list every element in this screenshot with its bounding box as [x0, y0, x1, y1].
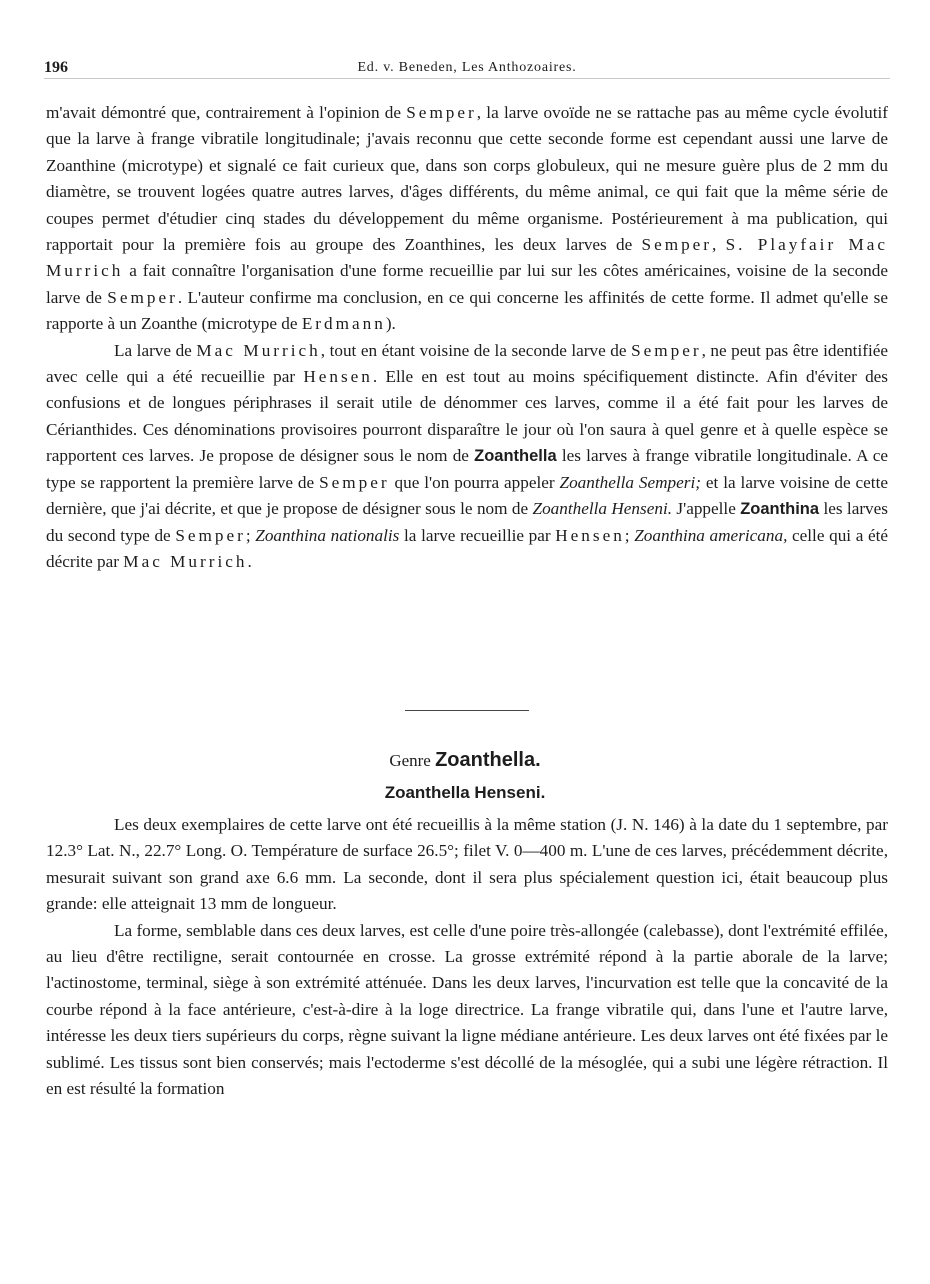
author-name: Hensen — [555, 525, 625, 545]
intro-section — [46, 100, 888, 575]
author-name: Semper — [107, 287, 178, 307]
species-heading: Zoanthella Henseni. — [384, 783, 546, 802]
genus-name: Zoanthina — [740, 500, 820, 519]
genus-name: Zoanthella — [474, 447, 557, 466]
author-name: Semper — [175, 525, 246, 545]
author-name: Semper — [641, 235, 713, 255]
section-divider — [405, 710, 529, 711]
intro-paragraph-1: m'avait démontré que, contrairement à l'opinion de Semper, la larve ovoïde ne se rattache pas au même cycle évolutif que la larve à frange vibratile longitudinale; j'avais reconnu que cette seconde forme est cependant aussi une larve de Zoanthine (microtype) et signalé ce fait curieux que, dans son corps globuleux, qui ne mesure guère plus de 2 mm du diamètre, se trouvent logées quatre autres larves, d'âges différents, du même animal, ce qui fait que la même série de coupes permet d'étudier cinq stades du développement du même organisme. Postérieurement à ma publication, qui rapportait pour la première fois au groupe des Zoanthines, les deux larves de Semper, S. Playfair Mac Murrich a fait connaître l'organisation d'une forme recueillie par lui sur les côtes américaines, voisine de la seconde larve de Semper. L'auteur confirme ma conclusion, en ce qui concerne les affinités de cette forme. Il admet qu'elle se rapporte à un Zoanthe (microtype de Erdmann). — [46, 103, 888, 334]
species-name: Zoanthina nationalis — [255, 525, 400, 545]
species-section — [46, 812, 888, 1102]
genus-heading — [0, 746, 930, 775]
body-paragraph-1: Les deux exemplaires de cette larve ont été recueillis à la même station (J. N. 146) à la date du 1 septembre, par 12.3° Lat. N., 22.7° Long. O. Température de surface 26.5°; filet V. 0—400 m. L'une de ces larves, précédemment décrite, mesurait suivant son grand axe 6.6 mm. La seconde, dont il sera plus spécialement question ici, était beaucoup plus grande: elle atteignait 13 mm de longueur. — [46, 815, 888, 914]
genus-prefix: Genre — [389, 751, 431, 770]
genus-title: Zoanthella. — [435, 749, 541, 771]
author-name: Erdmann — [301, 314, 386, 334]
page-number: 196 — [44, 59, 68, 76]
running-title: Ed. v. Beneden, Les Anthozoaires. — [357, 60, 577, 75]
author-name: S. Playfair Mac Murrich — [46, 235, 888, 281]
species-name: Zoanthella Henseni. — [532, 499, 673, 519]
author-name: Mac Murrich — [123, 551, 248, 571]
author-name: Mac Murrich — [196, 340, 321, 360]
species-name: Zoanthella Semperi; — [559, 472, 701, 492]
running-header — [44, 58, 890, 79]
author-name: Hensen — [303, 367, 373, 387]
author-name: Semper — [319, 472, 390, 492]
author-name: Semper — [631, 340, 702, 360]
author-name: Semper — [406, 103, 477, 122]
species-name: Zoanthina americana, — [634, 525, 788, 545]
body-paragraph-2: La forme, semblable dans ces deux larves, est celle d'une poire très-allongée (calebasse), dont l'extrémité effilée, au lieu d'être rectiligne, serait contournée en crosse. La grosse extrémité répond à la partie aborale de la larve; l'actinostome, terminal, siège à son extrémité atténuée. Dans les deux larves, l'incurvation est telle que la concavité de la courbe répond à la face antérieure, c'est-à-dire à la loge directrice. La frange vibratile qui, dans l'une et l'autre larve, intéresse les deux tiers supérieurs du corps, règne suivant la ligne médiane antérieure. Les deux larves ont été fixées par le sublimé. Les tissus sont bien conservés; mais l'ectoderme s'est décollé de la mésoglée, qui a subi une légère rétraction. Il en est résulté la formation — [46, 920, 888, 1099]
intro-paragraph-2: La larve de Mac Murrich, tout en étant voisine de la seconde larve de Semper, ne peut pas être identifiée avec celle qui a été recueillie par Hensen. Elle en est tout au moins spécifiquement distincte. Afin d'éviter des confusions et de longues périphrases il serait utile de dénommer ces larves, comme il a été fait pour les larves de Cérianthides. Ces dénominations provisoires pourront disparaître le jour où l'on saura à quel genre et à quelle espèce se rapportent ces larves. Je propose de désigner sous le nom de Zoanthella les larves à frange vibratile longitudinale. A ce type se rapportent la première larve de Semper que l'on pourra appeler Zoanthella Semperi; et la larve voisine de cette dernière, que j'ai décrite, et que je propose de désigner sous le nom de Zoanthella Henseni. J'appelle Zoanthina les larves du second type de Semper; Zoanthina nationalis la larve recueillie par Hensen; Zoanthina americana, celle qui a été décrite par Mac Murrich. — [46, 340, 889, 571]
